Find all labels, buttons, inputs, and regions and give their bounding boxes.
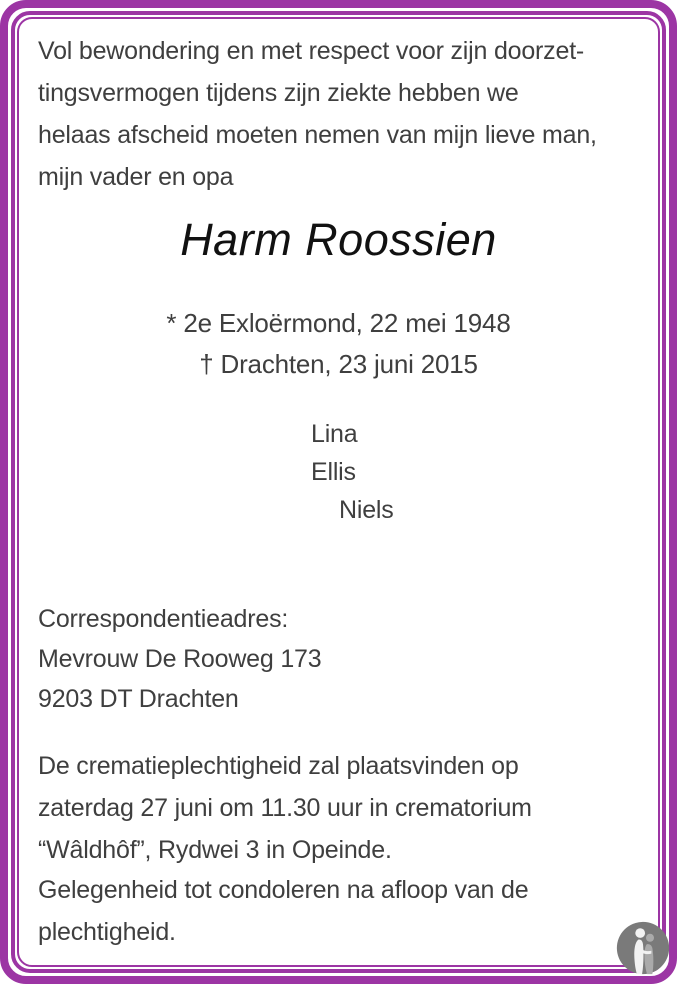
intro-line: Vol bewondering en met respect voor zijn doorzet- <box>38 37 585 65</box>
correspondence-block <box>38 599 321 719</box>
relative-name: Lina <box>311 420 358 448</box>
deceased-name: Harm Roossien <box>180 214 497 265</box>
intro-line: helaas afscheid moeten nemen van mijn lieve man, <box>38 121 597 149</box>
correspondence-address-line: Mevrouw De Rooweg 173 <box>38 645 322 673</box>
mensenlinq-logo <box>615 920 671 976</box>
ceremony-line: zaterdag 27 juni om 11.30 uur in crematorium <box>38 794 532 822</box>
ceremony-line: De crematieplechtigheid zal plaatsvinden op <box>38 752 519 780</box>
correspondence-label: Correspondentieadres: <box>38 605 289 633</box>
death-line: † Drachten, 23 juni 2015 <box>199 349 478 379</box>
condolence-line: plechtigheid. <box>38 918 176 946</box>
correspondence-address-line: 9203 DT Drachten <box>38 685 239 713</box>
relative-name: Ellis <box>311 458 356 486</box>
life-dates <box>19 303 658 385</box>
condolence-text <box>38 869 528 953</box>
condolence-line: Gelegenheid tot condoleren na afloop van de <box>38 876 529 904</box>
birth-line: * 2e Exloërmond, 22 mei 1948 <box>166 308 511 338</box>
ceremony-text <box>38 745 532 871</box>
relative-name: Niels <box>339 496 394 524</box>
memorial-figures-icon <box>615 920 671 976</box>
card-content <box>19 19 658 965</box>
intro-text <box>38 30 597 198</box>
intro-line: tingsvermogen tijdens zijn ziekte hebben we <box>38 79 519 107</box>
intro-line: mijn vader en opa <box>38 163 234 191</box>
relatives-list <box>311 415 394 529</box>
ceremony-line: “Wâldhôf”, Rydwei 3 in Opeinde. <box>38 836 392 864</box>
